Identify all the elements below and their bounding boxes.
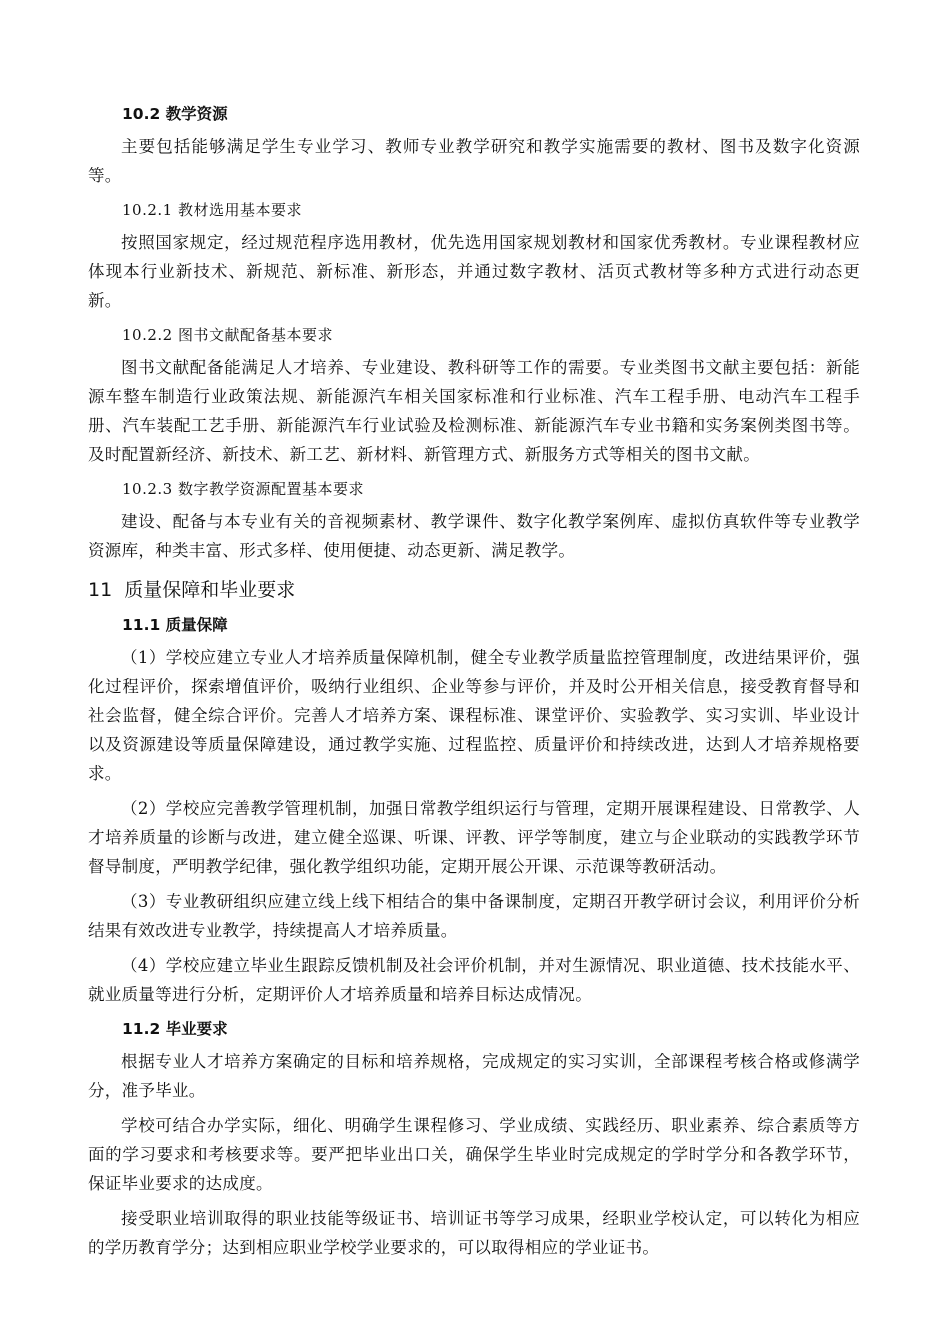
section-10-2-3-heading: 10.2.3 数字教学资源配置基本要求	[122, 480, 364, 498]
section-10-2-intro: 主要包括能够满足学生专业学习、教师专业教学研究和教学实施需要的教材、图书及数字化资源等。	[88, 137, 860, 185]
section-11-title: 质量保障和毕业要求	[124, 579, 296, 601]
document-page	[88, 100, 860, 1268]
quality-item-4: （4）学校应建立毕业生跟踪反馈机制及社会评价机制，并对生源情况、职业道德、技术技能水平、就业质量等进行分析，定期评价人才培养质量和培养目标达成情况。	[88, 956, 860, 1004]
section-10-2-heading: 10.2 教学资源	[122, 105, 228, 123]
section-10-2-1-body: 按照国家规定，经过规范程序选用教材，优先选用国家规划教材和国家优秀教材。专业课程教材应体现本行业新技术、新规范、新标准、新形态，并通过数字教材、活页式教材等多种方式进行动态更新。	[88, 233, 860, 310]
section-10-2-2-heading: 10.2.2 图书文献配备基本要求	[122, 326, 333, 344]
graduation-paragraph-3: 接受职业培训取得的职业技能等级证书、培训证书等学习成果，经职业学校认定，可以转化为相应的学历教育学分；达到相应职业学校学业要求的，可以取得相应的学业证书。	[88, 1209, 860, 1257]
section-11-1-heading: 11.1 质量保障	[122, 616, 228, 634]
quality-item-3: （3）专业教研组织应建立线上线下相结合的集中备课制度，定期召开教学研讨会议，利用评价分析结果有效改进专业教学，持续提高人才培养质量。	[88, 892, 860, 940]
section-10-2-1-heading: 10.2.1 教材选用基本要求	[122, 201, 302, 219]
quality-item-2: （2）学校应完善教学管理机制，加强日常教学组织运行与管理，定期开展课程建设、日常教学、人才培养质量的诊断与改进，建立健全巡课、听课、评教、评学等制度，建立与企业联动的实践教学环节督导制度，严明教学纪律，强化教学组织功能，定期开展公开课、示范课等教研活动。	[88, 799, 860, 876]
graduation-paragraph-1: 根据专业人才培养方案确定的目标和培养规格，完成规定的实习实训，全部课程考核合格或修满学分，准予毕业。	[88, 1052, 860, 1100]
section-11-2-heading: 11.2 毕业要求	[122, 1020, 228, 1038]
section-11-number: 11	[88, 579, 113, 601]
graduation-paragraph-2: 学校可结合办学实际，细化、明确学生课程修习、学业成绩、实践经历、职业素养、综合素质等方面的学习要求和考核要求等。要严把毕业出口关，确保学生毕业时完成规定的学时学分和各教学环节，保证毕业要求的达成度。	[88, 1116, 860, 1193]
section-11-heading	[88, 575, 860, 605]
section-10-2-2-body: 图书文献配备能满足人才培养、专业建设、教科研等工作的需要。专业类图书文献主要包括：新能源车整车制造行业政策法规、新能源汽车相关国家标准和行业标准、汽车工程手册、电动汽车工程手册、汽车装配工艺手册、新能源汽车行业试验及检测标准、新能源汽车专业书籍和实务案例类图书等。及时配置新经济、新技术、新工艺、新材料、新管理方式、新服务方式等相关的图书文献。	[88, 358, 860, 464]
section-10-2-3-body: 建设、配备与本专业有关的音视频素材、教学课件、数字化教学案例库、虚拟仿真软件等专业教学资源库，种类丰富、形式多样、使用便捷、动态更新、满足教学。	[88, 512, 860, 560]
quality-item-1: （1）学校应建立专业人才培养质量保障机制，健全专业教学质量监控管理制度，改进结果评价，强化过程评价，探索增值评价，吸纳行业组织、企业等参与评价，并及时公开相关信息，接受教育督导和社会监督，健全综合评价。完善人才培养方案、课程标准、课堂评价、实验教学、实习实训、毕业设计以及资源建设等质量保障建设，通过教学实施、过程监控、质量评价和持续改进，达到人才培养规格要求。	[88, 648, 860, 783]
